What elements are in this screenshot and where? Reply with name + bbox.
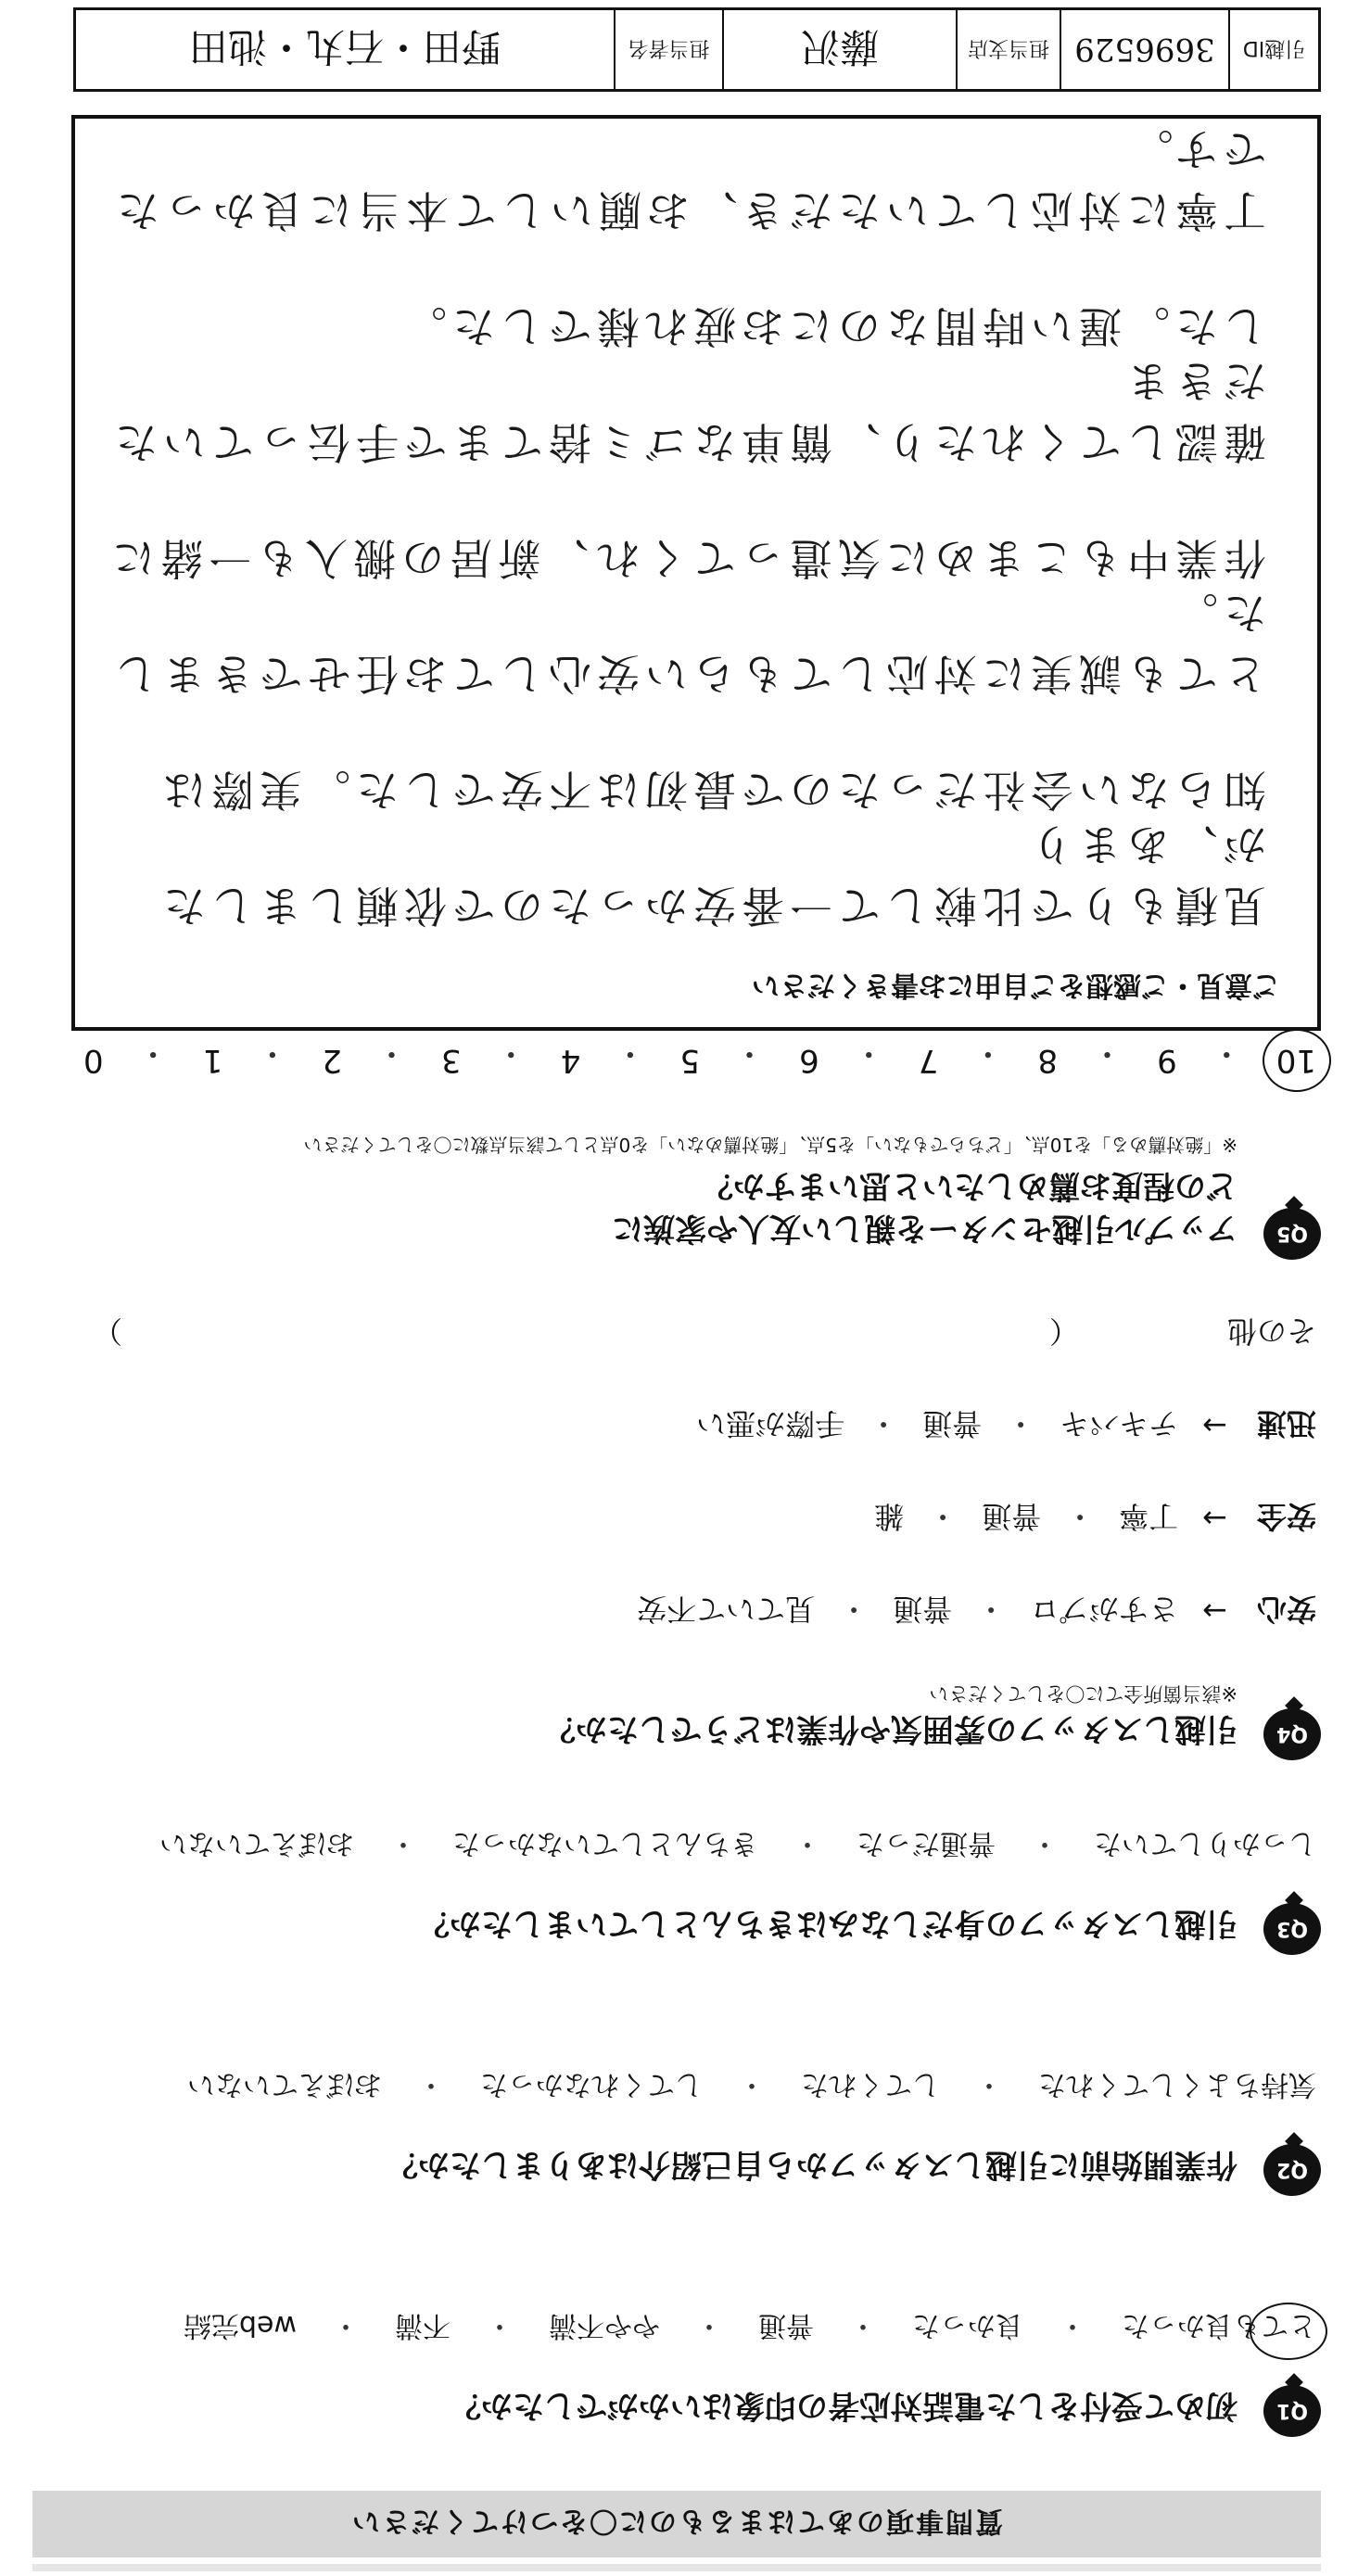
q4-row-anshin: 安心 → さすがプロ ・ 普通 ・ 見ていて不安 — [637, 1590, 1316, 1632]
q4-row-anzen: 安全 → 丁寧 ・ 普通 ・ 雑 — [874, 1497, 1316, 1540]
q4-question: 引越しスタッフの雰囲気や作業はどうでしたか？ — [544, 1710, 1237, 1747]
comment-line: 丁寧に対応していただき、お願いして本当に良かったです。 — [110, 124, 1266, 235]
q4-row2-option-1[interactable] — [922, 1404, 982, 1447]
q1-option-1-label: 良かった — [912, 2309, 1023, 2341]
comment-line: とても誠実に対応してもらい安心してお任せできました。 — [109, 588, 1266, 699]
q3-badge-label: Q3 — [1276, 1917, 1309, 1941]
q4-row2-option-1-label: 普通 — [922, 1406, 983, 1441]
q3-option-0-label: しっかりしていた — [1094, 1827, 1316, 1859]
branch-value[interactable]: 藤沢 — [722, 10, 956, 89]
q5-score-4[interactable] — [561, 1034, 581, 1079]
q2-option-3[interactable] — [187, 2067, 382, 2108]
q1-question: 初めて受付をした電話対応者の印象はいかがでしたか？ — [450, 2387, 1237, 2424]
q5-score-6[interactable] — [799, 1034, 819, 1079]
q4-row0-option-2[interactable] — [637, 1590, 815, 1632]
q2-question: 作業開始前に引越しスタッフから自己紹介はありましたか？ — [387, 2146, 1237, 2183]
q4-other-field[interactable] — [93, 1312, 1079, 1354]
q4-row-jinsoku: 迅速 → テキパキ ・ 普通 ・ 手際が悪い — [696, 1404, 1316, 1447]
q5-scale: 10 ・ 9 ・ 8 ・ 7 ・ 6 ・ 5 ・ 4 ・ 3 ・ 2 ・ 1 ・ 0 — [83, 1034, 1316, 1079]
comment-line: 確認してくれたり、簡単なゴミ捨てまで手伝っていただきま — [109, 356, 1266, 467]
q1-option-4[interactable] — [395, 2308, 451, 2349]
q5-score-3[interactable] — [441, 1034, 462, 1079]
q5-score-4-label: 4 — [560, 1042, 581, 1079]
q5-score-6-label: 6 — [799, 1042, 819, 1079]
q3-option-3[interactable] — [159, 1826, 354, 1867]
q5-score-0[interactable] — [83, 1034, 104, 1079]
q5-badge — [1263, 1208, 1321, 1260]
q2-option-1-label: してくれた — [801, 2068, 940, 2100]
q4-row0-option-2-label: 見ていて不安 — [637, 1592, 816, 1627]
q4-row1-option-2[interactable] — [874, 1497, 904, 1540]
q5-question-line1: アップル引越センターを親しい友人や家族に — [612, 1210, 1237, 1247]
comment-line: 作業中もこまめに気遣ってくれ、新居の搬入も一緒に — [107, 533, 1266, 583]
q4-row2-option-0[interactable] — [1060, 1404, 1178, 1447]
q2-options: 気持ちよくしてくれた ・ してくれた ・ してくれなかった ・ おぼえていない — [187, 2067, 1316, 2108]
q5-score-10-label: 10 — [1276, 1042, 1316, 1079]
q5-score-9[interactable] — [1157, 1034, 1177, 1079]
q5-score-5[interactable] — [679, 1034, 700, 1079]
q4-row1-option-0[interactable] — [1119, 1497, 1178, 1540]
question-q5 — [32, 1093, 1321, 1260]
q1-option-0-label: とても良かった — [1122, 2309, 1316, 2341]
q1-badge-label: Q1 — [1276, 2399, 1309, 2423]
q1-options: とても良かった ・ 良かった ・ 普通 ・ やや不満 ・ 不満 ・ web完結 — [184, 2308, 1316, 2349]
q4-row0-option-0-label: さすがプロ — [1030, 1592, 1179, 1627]
q1-option-1[interactable] — [912, 2308, 1023, 2349]
q4-row1-option-1[interactable] — [982, 1497, 1041, 1540]
q1-option-2-label: 普通 — [758, 2309, 814, 2341]
q5-score-8[interactable] — [1037, 1034, 1058, 1079]
q4-row0-option-0[interactable] — [1030, 1590, 1178, 1632]
q2-option-3-label: おぼえていない — [187, 2068, 382, 2100]
q1-option-4-label: 不満 — [395, 2309, 451, 2341]
q5-question-line2: どの程度お薦めしたいと思いますか？ — [702, 1167, 1237, 1204]
q2-option-2-label: してくれなかった — [480, 2068, 703, 2100]
q5-score-5-label: 5 — [679, 1042, 701, 1079]
instruction-text: 質問事項のあてはまるものに〇をつけてください — [350, 2505, 1003, 2537]
q4-row2-option-0-label: テキパキ — [1060, 1406, 1179, 1441]
q4-row2-option-2-label: 手際が悪い — [696, 1406, 845, 1441]
q2-option-0[interactable] — [1038, 2067, 1316, 2108]
q4-other-label: その他 — [1226, 1313, 1316, 1349]
branch-label: 担当支店 — [956, 10, 1060, 89]
q4-row1-option-0-label: 丁寧 — [1119, 1499, 1179, 1534]
q1-option-2[interactable] — [758, 2308, 814, 2349]
q2-badge — [1263, 2144, 1321, 2196]
staff-label: 担当者名 — [614, 10, 722, 89]
q4-badge-label: Q4 — [1276, 1722, 1309, 1746]
q2-option-0-label: 気持ちよくしてくれた — [1038, 2068, 1316, 2100]
q5-score-3-label: 3 — [441, 1042, 462, 1079]
move-id-value[interactable]: 3696529 — [1060, 10, 1228, 89]
instruction-banner — [32, 2491, 1321, 2557]
q5-score-9-label: 9 — [1157, 1042, 1177, 1079]
q5-score-7[interactable] — [919, 1034, 939, 1079]
q5-note: ※「絶対薦める」を10点、「どちらでもない」を5点、「絶対薦めない」を0点として該当点数に〇をしてください — [303, 1134, 1237, 1156]
q2-option-2[interactable] — [480, 2067, 703, 2108]
q2-option-1[interactable] — [801, 2067, 940, 2108]
q1-badge — [1263, 2385, 1321, 2437]
q3-option-1[interactable] — [857, 1826, 996, 1867]
comment-line: 見積もりで比較して一番安かったので依頼しましたが、あまり — [158, 819, 1266, 931]
q3-badge — [1263, 1903, 1321, 1955]
comment-box[interactable] — [71, 115, 1321, 1031]
q5-score-1[interactable] — [203, 1034, 223, 1079]
q4-row1-option-2-label: 雑 — [874, 1499, 905, 1534]
q4-row1-option-1-label: 普通 — [982, 1499, 1042, 1534]
q1-option-3-label: やや不満 — [549, 2309, 660, 2341]
q3-question: 引越しスタッフの身だしなみはきちんとしていましたか？ — [418, 1905, 1237, 1942]
q3-option-2-label: きちんとしていなかった — [452, 1827, 758, 1859]
q5-score-7-label: 7 — [918, 1042, 939, 1079]
q3-option-0[interactable] — [1094, 1826, 1316, 1867]
question-q4 — [32, 1631, 1321, 1760]
q5-score-8-label: 8 — [1037, 1042, 1059, 1079]
q4-row-label: 迅速 — [1256, 1406, 1316, 1441]
scan-edge-line — [32, 2564, 1321, 2571]
q5-score-1-label: 1 — [202, 1042, 223, 1079]
q5-score-2-label: 2 — [322, 1042, 342, 1079]
handwritten-circle-mark — [1250, 2303, 1327, 2360]
q4-row0-option-1[interactable] — [893, 1590, 952, 1632]
comment-line: 知らない会社だったので最初は不安でした。実際は — [158, 765, 1266, 815]
q3-option-2[interactable] — [452, 1826, 758, 1867]
q5-badge-label: Q5 — [1276, 1222, 1309, 1246]
q5-score-10[interactable] — [1276, 1034, 1316, 1079]
q4-badge — [1263, 1708, 1321, 1760]
q3-options: しっかりしていた ・ 普通だった ・ きちんとしていなかった ・ おぼえていない — [159, 1826, 1316, 1867]
q4-note: ※該当箇所全てに〇をしてください — [929, 1682, 1237, 1705]
q1-option-0[interactable] — [1122, 2308, 1316, 2349]
q4-other-row — [93, 1312, 1316, 1354]
comment-title: ご意見・ご感想をご自由にお書きください — [752, 969, 1280, 1001]
comment-line: した。遅い時間なのにお疲れ様でした。 — [399, 301, 1266, 351]
q3-option-3-label: おぼえていない — [159, 1827, 354, 1859]
q2-badge-label: Q2 — [1276, 2158, 1309, 2182]
q5-score-2[interactable] — [322, 1034, 342, 1079]
q1-option-5-label: web完結 — [183, 2309, 297, 2341]
q4-other-paren-close: ） — [93, 1313, 123, 1349]
staff-info-table — [73, 7, 1321, 92]
q1-option-5[interactable] — [184, 2308, 297, 2349]
q4-row2-option-2[interactable] — [696, 1404, 844, 1447]
q4-row-label: 安全 — [1256, 1499, 1316, 1534]
q4-row0-option-1-label: 普通 — [893, 1592, 953, 1627]
staff-value[interactable]: 野田・石丸・池田 — [189, 24, 501, 70]
move-id-label: 引越ID — [1228, 10, 1318, 89]
q3-option-1-label: 普通だった — [857, 1827, 996, 1859]
q4-other-paren-open: （ — [1049, 1313, 1080, 1349]
q4-row-label: 安心 — [1256, 1592, 1316, 1627]
q5-score-0-label: 0 — [83, 1042, 104, 1079]
q1-option-3[interactable] — [549, 2308, 660, 2349]
